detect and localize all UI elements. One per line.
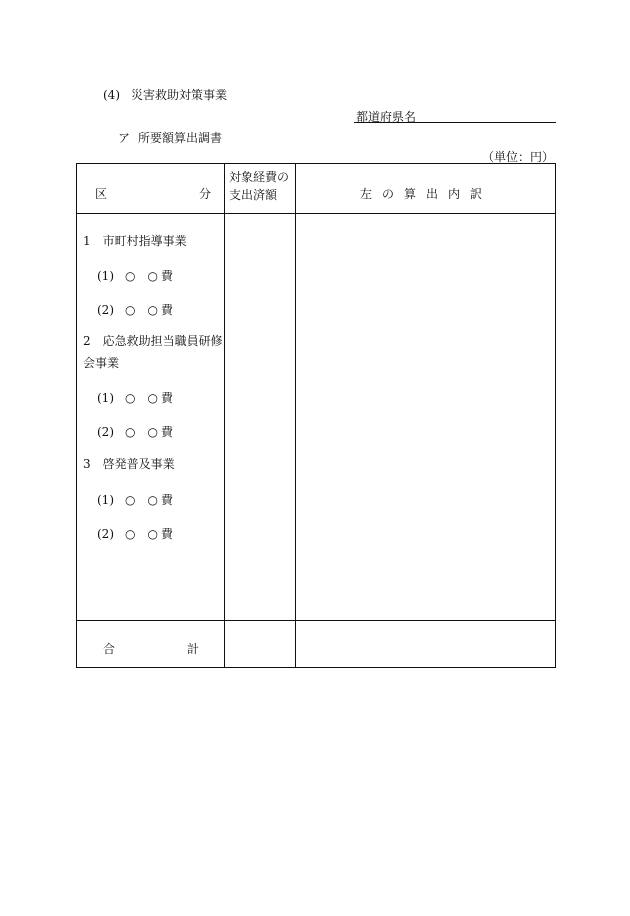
section-title-text: 災害救助対策事業 [131,88,228,102]
sub-fee: 費 [161,527,174,541]
sub-circles: ○ ○ [125,493,158,507]
item-3-label: 3 啓発普及事業 [83,457,175,471]
sub-number: (1) [97,493,114,507]
sub-circles: ○ ○ [125,425,158,439]
table-divider [295,164,296,667]
sub-number: (2) [97,303,114,317]
header-expense-line2: 支出済額 [229,188,278,202]
header-category-2: 分 [199,187,212,201]
sub-circles: ○ ○ [125,303,158,317]
calculation-table [76,163,556,668]
table-divider [224,164,225,667]
sub-fee: 費 [161,493,174,507]
item-1-sub-2 [97,301,173,318]
total-divider [77,620,555,621]
sub-number: (2) [97,425,114,439]
item-2-sub-1 [97,389,173,406]
sub-title-text: 所要額算出調書 [138,131,223,145]
prefecture-label: 都道府県名 [356,110,417,124]
total-label-2: 計 [187,642,200,656]
sub-circles: ○ ○ [125,391,158,405]
sub-fee: 費 [161,303,174,317]
sub-number: (1) [97,391,114,405]
item-3-sub-2 [97,525,173,542]
item-2-label [83,330,223,374]
sub-circles: ○ ○ [125,269,158,283]
item-2-sub-2 [97,423,173,440]
item-2-label-line1: 2 応急救助担当職員研修 [83,334,223,348]
header-expense [229,168,297,204]
sub-title [118,129,222,146]
sub-number: (2) [97,527,114,541]
sub-number: (1) [97,269,114,283]
header-breakdown: 左の算出内訳 [359,187,492,201]
header-category-1: 区 [95,187,108,201]
item-1-sub-1 [97,267,173,284]
item-2-label-line2: 会事業 [83,356,120,370]
prefecture-name-line[interactable] [354,122,556,123]
sub-fee: 費 [161,391,174,405]
header-expense-line1: 対象経費の [229,170,290,184]
section-title [103,86,227,103]
header-divider [77,213,555,214]
unit-label: （単位：円） [481,150,554,164]
item-3-sub-1 [97,491,173,508]
sub-fee: 費 [161,425,174,439]
item-1-label: 1 市町村指導事業 [83,234,187,248]
sub-title-mark: ア [118,131,131,145]
total-label-1: 合 [103,642,116,656]
sub-fee: 費 [161,269,174,283]
section-number: (4) [103,88,120,102]
sub-circles: ○ ○ [125,527,158,541]
